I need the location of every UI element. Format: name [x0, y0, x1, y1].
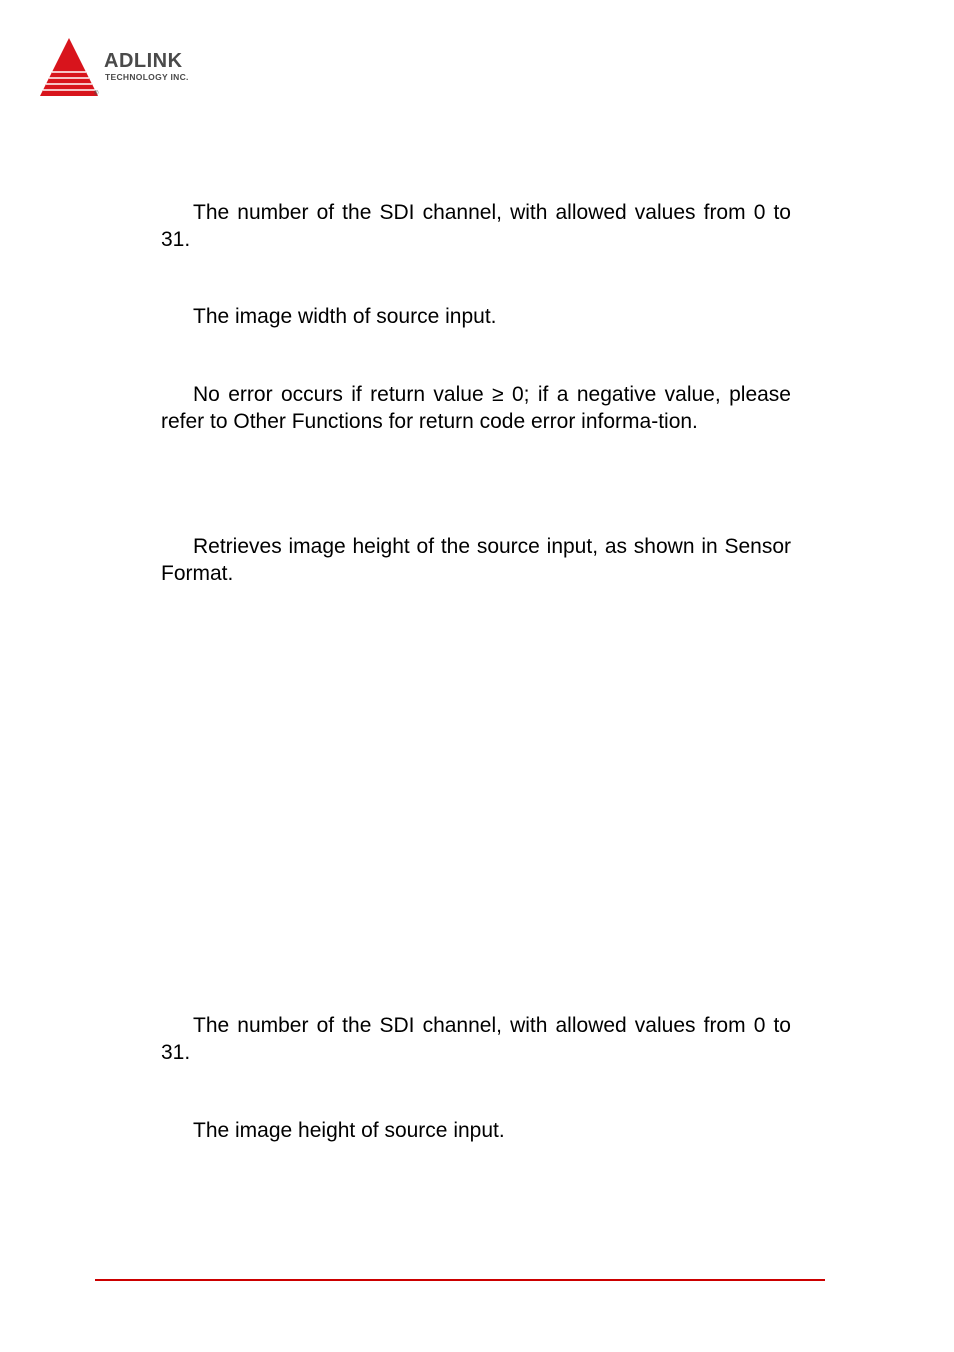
registered-mark: ®	[94, 91, 99, 97]
triangle-logo-icon	[38, 36, 100, 98]
paragraph-channel-2: The number of the SDI channel, with allowed values from 0 to 31.	[161, 1014, 791, 1064]
logo-name: ADLINK	[104, 50, 183, 72]
paragraph-return-code: No error occurs if return value ≥ 0; if a negative value, please refer to Other Functions for return code error informa-tion.	[161, 383, 791, 433]
logo-subtitle: TECHNOLOGY INC.	[105, 72, 189, 82]
paragraph-width-return: The image width of source input.	[193, 305, 497, 328]
paragraph-channel-1: The number of the SDI channel, with allowed values from 0 to 31.	[161, 201, 791, 251]
adlink-logo	[38, 36, 238, 100]
footer-divider	[95, 1279, 825, 1281]
paragraph-description: Retrieves image height of the source input, as shown in Sensor Format.	[161, 535, 791, 585]
paragraph-height-return: The image height of source input.	[193, 1119, 505, 1142]
